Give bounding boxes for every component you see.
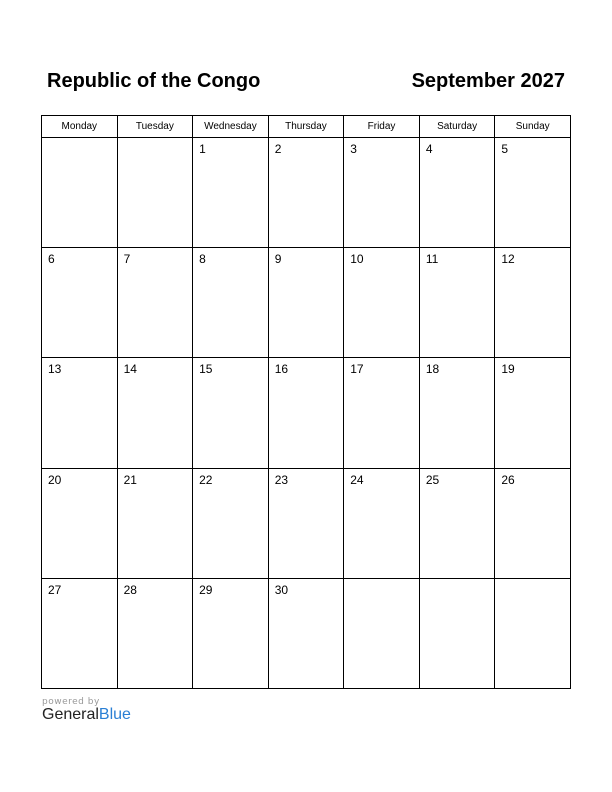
- day-number: 26: [501, 472, 515, 487]
- day-number: 23: [274, 472, 289, 487]
- empty-day-cell: [419, 578, 495, 688]
- day-number: 19: [501, 362, 515, 377]
- day-number: 9: [274, 252, 282, 267]
- day-cell: [344, 138, 420, 248]
- weekday-header: Sunday: [495, 116, 571, 138]
- day-cell: [117, 248, 193, 358]
- day-cell: [42, 358, 118, 468]
- day-cell: [193, 138, 269, 248]
- day-number: 27: [48, 582, 62, 597]
- day-number: 16: [274, 362, 289, 377]
- day-cell: [419, 248, 495, 358]
- day-cell: [495, 358, 571, 468]
- day-number: 24: [350, 472, 364, 487]
- weekday-header: Monday: [42, 116, 118, 138]
- day-cell: [268, 138, 344, 248]
- powered-by-text: powered by: [42, 697, 100, 707]
- day-number: 18: [425, 362, 440, 377]
- day-number: 1: [199, 142, 206, 156]
- day-cell: [193, 578, 269, 688]
- day-number: 21: [123, 472, 137, 487]
- brand-general-text: General: [42, 706, 99, 723]
- day-cell: [117, 468, 193, 578]
- day-number: 15: [199, 362, 213, 377]
- weekday-header: Friday: [344, 116, 420, 138]
- footer: [42, 697, 131, 724]
- day-cell: [193, 358, 269, 468]
- day-number: [344, 579, 419, 583]
- month-year-title: September 2027: [411, 70, 565, 92]
- day-number: [118, 138, 193, 142]
- day-number: 5: [501, 142, 509, 156]
- weekday-header-row: [42, 116, 571, 138]
- day-cell: [344, 358, 420, 468]
- day-number: 13: [48, 362, 62, 377]
- brand-logo: [42, 706, 131, 724]
- week-row: [42, 248, 571, 358]
- day-cell: [42, 248, 118, 358]
- calendar-body: [42, 138, 571, 689]
- day-number: 22: [199, 472, 213, 487]
- day-cell: [117, 358, 193, 468]
- day-number: 7: [123, 252, 131, 267]
- calendar-grid: [41, 115, 571, 689]
- day-number: [42, 138, 117, 142]
- weekday-header: Saturday: [419, 116, 495, 138]
- empty-day-cell: [344, 578, 420, 688]
- day-cell: [268, 248, 344, 358]
- day-number: 29: [199, 582, 213, 597]
- day-cell: [117, 578, 193, 688]
- day-number: [420, 579, 495, 583]
- day-number: 2: [274, 142, 282, 156]
- country-title: Republic of the Congo: [47, 70, 261, 92]
- day-number: 17: [350, 362, 364, 377]
- empty-day-cell: [42, 138, 118, 248]
- day-number: 28: [123, 582, 137, 597]
- empty-day-cell: [117, 138, 193, 248]
- day-cell: [344, 468, 420, 578]
- day-cell: [268, 358, 344, 468]
- day-number: 8: [199, 252, 206, 267]
- day-cell: [268, 578, 344, 688]
- day-cell: [419, 358, 495, 468]
- day-cell: [419, 468, 495, 578]
- weekday-header: Wednesday: [193, 116, 269, 138]
- week-row: [42, 358, 571, 468]
- day-cell: [495, 248, 571, 358]
- day-cell: [495, 138, 571, 248]
- week-row: [42, 468, 571, 578]
- week-row: [42, 138, 571, 248]
- weekday-header: Tuesday: [117, 116, 193, 138]
- day-number: 11: [425, 252, 439, 267]
- day-number: 14: [123, 362, 137, 377]
- day-cell: [193, 248, 269, 358]
- day-cell: [419, 138, 495, 248]
- week-row: [42, 578, 571, 688]
- day-cell: [495, 468, 571, 578]
- day-number: [495, 579, 570, 583]
- day-number: 25: [425, 472, 440, 487]
- day-number: 3: [350, 142, 357, 156]
- day-cell: [42, 578, 118, 688]
- day-cell: [193, 468, 269, 578]
- weekday-header: Thursday: [268, 116, 344, 138]
- empty-day-cell: [495, 578, 571, 688]
- day-number: 12: [501, 252, 515, 267]
- day-cell: [344, 248, 420, 358]
- day-number: 30: [274, 582, 289, 597]
- day-number: 20: [48, 472, 62, 487]
- day-number: 10: [350, 252, 364, 267]
- day-number: 6: [48, 252, 55, 267]
- brand-blue-text: Blue: [98, 706, 131, 723]
- day-number: 4: [425, 142, 433, 156]
- day-cell: [42, 468, 118, 578]
- day-cell: [268, 468, 344, 578]
